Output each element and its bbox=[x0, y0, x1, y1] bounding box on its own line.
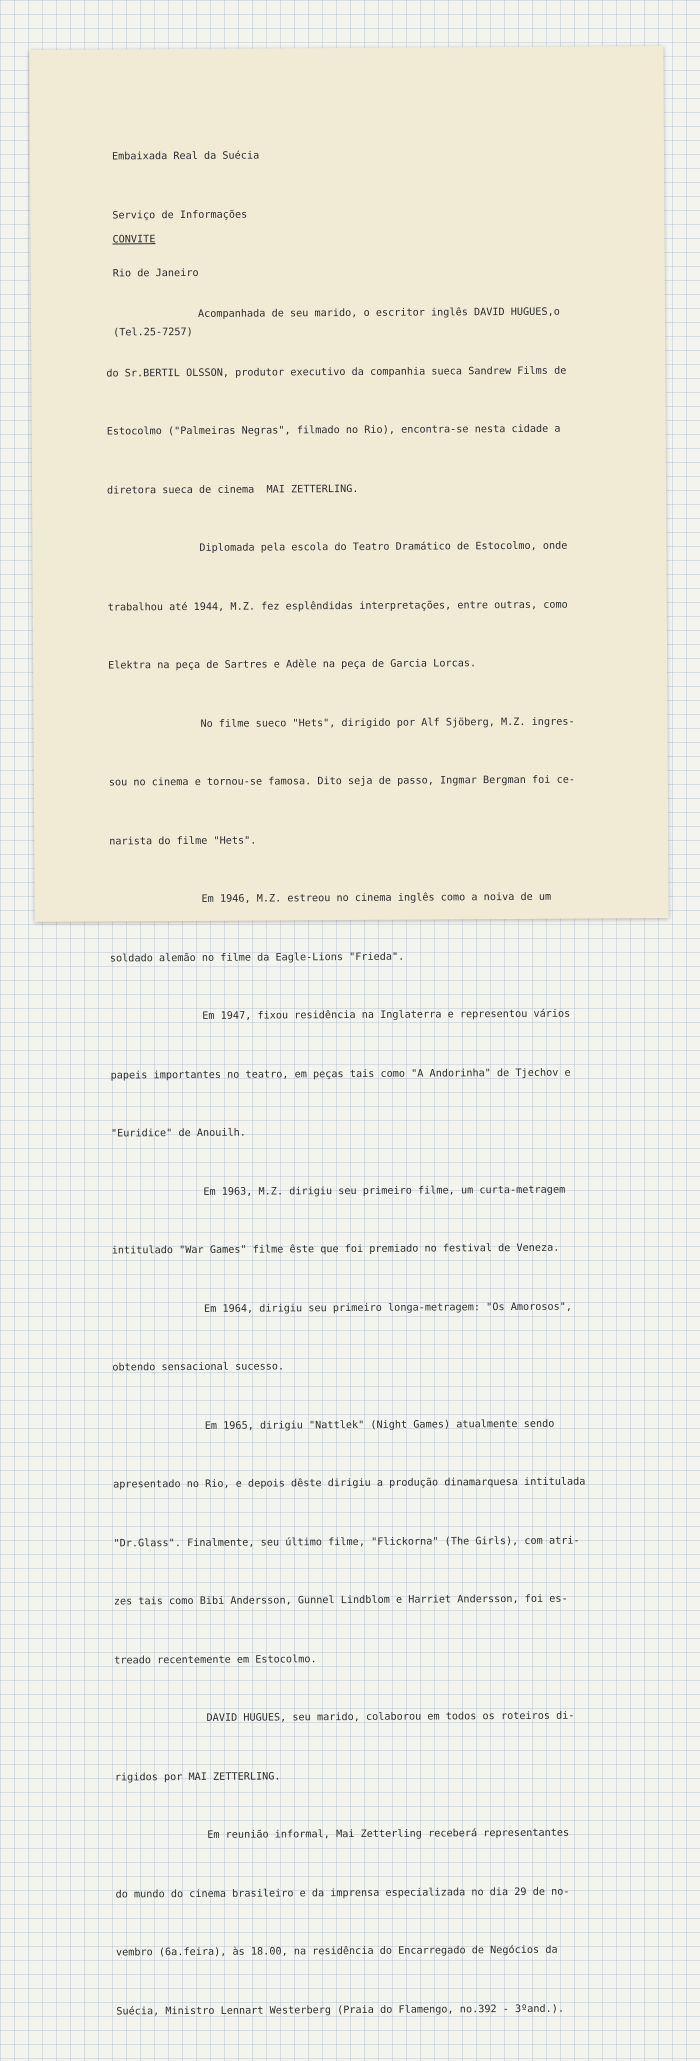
letterhead-line: (Tel.25-7257) bbox=[113, 326, 193, 338]
letter-body bbox=[106, 264, 589, 2061]
body-line: Em 1947, fixou residência na Inglaterra e representou vários bbox=[110, 1008, 571, 1023]
body-line: zes tais como Bibi Andersson, Gunnel Lindblom e Harriet Andersson, foi es- bbox=[113, 1593, 568, 1608]
body-line: Em 1965, dirigiu "Nattlek" (Night Games) atualmente sendo bbox=[112, 1418, 555, 1432]
body-line: treado recentemente em Estocolmo. bbox=[114, 1653, 317, 1666]
body-line: "Dr.Glass". Finalmente, seu último filme, "Flickorna" (The Girls), com atri- bbox=[113, 1535, 580, 1549]
body-line: Em 1946, M.Z. estreou no cinema inglês como a noiva de um bbox=[109, 891, 552, 906]
body-line: do mundo do cinema brasileiro e da imprensa especializada no dia 29 de no- bbox=[115, 1886, 570, 1900]
body-line: vembro (6a.feira), às 18.00, na residência do Encarregado de Negócios da bbox=[115, 1944, 558, 1959]
body-line: obtendo sensacional sucesso. bbox=[112, 1361, 285, 1374]
body-line: Em reunião informal, Mai Zetterling receberá representantes bbox=[115, 1827, 570, 1842]
letterhead-line: Serviço de Informações bbox=[112, 209, 248, 221]
document-title: CONVITE bbox=[112, 234, 156, 246]
body-line: Em 1963, M.Z. dirigiu seu primeiro filme, um curta-metragem bbox=[111, 1184, 566, 1198]
typed-letter-sheet bbox=[29, 46, 668, 2017]
body-line: soldado alemão no filme da Eagle-Lions "Frieda". bbox=[109, 951, 405, 964]
body-line: narista do filme "Hets". bbox=[109, 835, 257, 847]
body-line: Estocolmo ("Palmeiras Negras", filmado no Rio), encontra-se nesta cidade a bbox=[106, 423, 561, 438]
body-line: trabalhou até 1944, M.Z. fez esplêndidas interpretações, entre outras, como bbox=[107, 599, 568, 613]
body-line: apresentado no Rio, e depois dêste dirigiu a produção dinamarquesa intitulada bbox=[113, 1476, 586, 1491]
body-line: Elektra na peça de Sartres e Adèle na peça de Garcia Lorcas. bbox=[108, 658, 477, 672]
body-line: papeis importantes no teatro, em peças tais como "A Andorinha" de Tjechov e bbox=[110, 1067, 571, 1081]
body-line: Diplomada pela escola do Teatro Dramático de Estocolmo, onde bbox=[107, 540, 568, 555]
body-line: rigidos por MAI ZETTERLING. bbox=[114, 1770, 281, 1783]
body-line: Suécia, Ministro Lennart Westerberg (Praia do Flamengo, no.392 - 3ºand.). bbox=[116, 2003, 565, 2017]
body-line: sou no cinema e tornou-se famosa. Dito seja de passo, Ingmar Bergman foi ce- bbox=[108, 774, 575, 789]
body-line: diretora sueca de cinema MAI ZETTERLING. bbox=[107, 483, 359, 496]
letterhead-line: Embaixada Real da Suécia bbox=[111, 150, 260, 163]
body-line: DAVID HUGUES, seu marido, colaborou em todos os roteiros di- bbox=[114, 1710, 575, 1725]
body-line: "Euridice" de Anouilh. bbox=[110, 1127, 246, 1140]
body-line: do Sr.BERTIL OLSSON, produtor executivo da companhia sueca Sandrew Films de bbox=[106, 365, 567, 379]
body-line: Em 1964, dirigiu seu primeiro longa-metragem: "Os Amorosos", bbox=[112, 1301, 573, 1315]
body-line: No filme sueco "Hets", dirigido por Alf Sjöberg, M.Z. ingres- bbox=[108, 716, 575, 730]
body-line: intitulado "War Games" filme êste que foi premiado no festival de Veneza. bbox=[111, 1242, 560, 1257]
letterhead-line: Rio de Janeiro bbox=[112, 267, 199, 280]
body-line: Acompanhada de seu marido, o escritor inglês DAVID HUGUES,o bbox=[105, 306, 560, 321]
